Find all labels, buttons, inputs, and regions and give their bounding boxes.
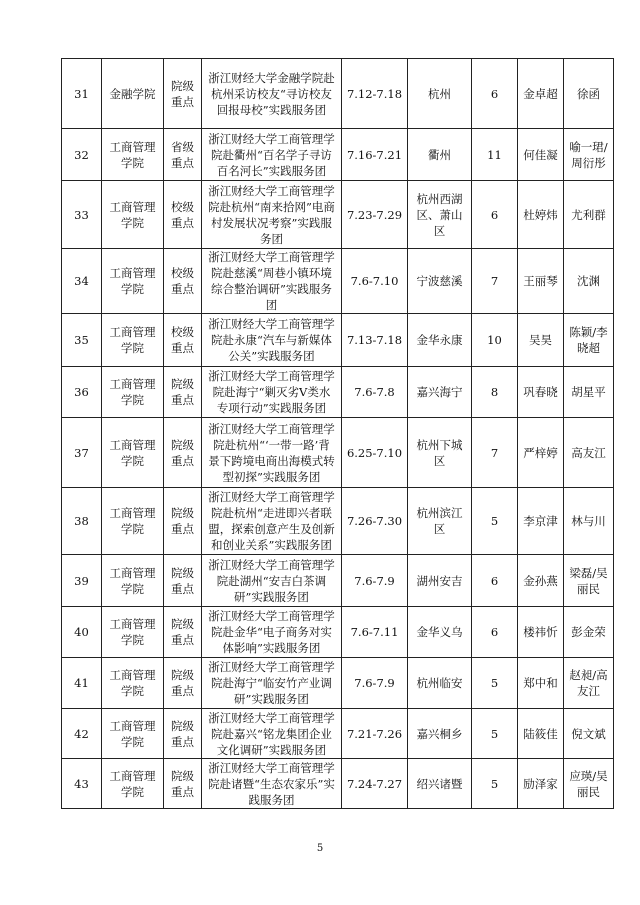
cell-project-name: 浙江财经大学金融学院赴杭州采访校友“寻访校友回报母校”实践服务团 xyxy=(202,59,342,129)
cell-location: 杭州 xyxy=(408,59,472,129)
cell-date-range: 6.25-7.10 xyxy=(342,418,408,488)
table-row xyxy=(62,59,614,129)
table-row xyxy=(62,129,614,181)
cell-location: 杭州滨江区 xyxy=(408,488,472,555)
cell-college: 工商管理学院 xyxy=(102,607,164,658)
cell-leader: 吴昊 xyxy=(518,314,564,367)
cell-leader: 杜婷炜 xyxy=(518,181,564,249)
cell-project-name: 浙江财经大学工商管理学院赴诸暨“生态农家乐”实践服务团 xyxy=(202,759,342,809)
cell-leader: 金孙燕 xyxy=(518,555,564,607)
cell-leader: 巩春晓 xyxy=(518,367,564,418)
cell-project-name: 浙江财经大学工商管理学院赴杭州“南来拾网”电商村发展状况考察”实践服务团 xyxy=(202,181,342,249)
cell-level: 院级重点 xyxy=(164,658,202,709)
cell-level: 院级重点 xyxy=(164,555,202,607)
cell-location: 杭州临安 xyxy=(408,658,472,709)
cell-leader: 王丽琴 xyxy=(518,249,564,314)
table-row xyxy=(62,367,614,418)
cell-leader: 陆筱佳 xyxy=(518,709,564,759)
cell-date-range: 7.23-7.29 xyxy=(342,181,408,249)
cell-level: 院级重点 xyxy=(164,709,202,759)
cell-member-count: 5 xyxy=(472,709,518,759)
cell-college: 工商管理学院 xyxy=(102,759,164,809)
cell-advisor: 彭金荣 xyxy=(564,607,614,658)
cell-college: 工商管理学院 xyxy=(102,249,164,314)
table-row xyxy=(62,759,614,809)
cell-row-number: 36 xyxy=(62,367,102,418)
cell-level: 省级重点 xyxy=(164,129,202,181)
cell-leader: 严梓婷 xyxy=(518,418,564,488)
cell-date-range: 7.6-7.11 xyxy=(342,607,408,658)
table-row xyxy=(62,555,614,607)
cell-row-number: 43 xyxy=(62,759,102,809)
cell-member-count: 5 xyxy=(472,658,518,709)
cell-advisor: 陈颖/李晓超 xyxy=(564,314,614,367)
cell-project-name: 浙江财经大学工商管理学院赴海宁“临安竹产业调研”实践服务团 xyxy=(202,658,342,709)
cell-member-count: 7 xyxy=(472,249,518,314)
cell-date-range: 7.12-7.18 xyxy=(342,59,408,129)
table-row xyxy=(62,249,614,314)
cell-level: 院级重点 xyxy=(164,607,202,658)
cell-row-number: 42 xyxy=(62,709,102,759)
cell-member-count: 6 xyxy=(472,555,518,607)
cell-project-name: 浙江财经大学工商管理学院赴湖州“安吉白茶调研”实践服务团 xyxy=(202,555,342,607)
cell-row-number: 38 xyxy=(62,488,102,555)
cell-level: 校级重点 xyxy=(164,314,202,367)
cell-date-range: 7.26-7.30 xyxy=(342,488,408,555)
cell-row-number: 34 xyxy=(62,249,102,314)
cell-level: 院级重点 xyxy=(164,367,202,418)
cell-level: 校级重点 xyxy=(164,181,202,249)
cell-row-number: 41 xyxy=(62,658,102,709)
cell-college: 工商管理学院 xyxy=(102,314,164,367)
cell-location: 湖州安吉 xyxy=(408,555,472,607)
cell-location: 绍兴诸暨 xyxy=(408,759,472,809)
cell-advisor: 沈渊 xyxy=(564,249,614,314)
cell-member-count: 5 xyxy=(472,488,518,555)
cell-date-range: 7.6-7.9 xyxy=(342,555,408,607)
cell-location: 衢州 xyxy=(408,129,472,181)
table-row xyxy=(62,607,614,658)
cell-member-count: 11 xyxy=(472,129,518,181)
projects-table xyxy=(61,58,614,809)
cell-advisor: 尤利群 xyxy=(564,181,614,249)
cell-date-range: 7.6-7.10 xyxy=(342,249,408,314)
cell-leader: 金卓超 xyxy=(518,59,564,129)
cell-member-count: 6 xyxy=(472,607,518,658)
cell-level: 院级重点 xyxy=(164,488,202,555)
cell-college: 工商管理学院 xyxy=(102,367,164,418)
cell-row-number: 35 xyxy=(62,314,102,367)
cell-advisor: 倪文斌 xyxy=(564,709,614,759)
cell-college: 金融学院 xyxy=(102,59,164,129)
cell-project-name: 浙江财经大学工商管理学院赴杭州“‘一带一路’背景下跨境电商出海模式转型初探”实践服务团 xyxy=(202,418,342,488)
cell-member-count: 5 xyxy=(472,759,518,809)
cell-leader: 楼祎忻 xyxy=(518,607,564,658)
cell-advisor: 林与川 xyxy=(564,488,614,555)
table-row xyxy=(62,181,614,249)
cell-row-number: 37 xyxy=(62,418,102,488)
cell-row-number: 39 xyxy=(62,555,102,607)
cell-project-name: 浙江财经大学工商管理学院赴永康“汽车与新媒体公关”实践服务团 xyxy=(202,314,342,367)
cell-level: 校级重点 xyxy=(164,249,202,314)
cell-college: 工商管理学院 xyxy=(102,555,164,607)
cell-leader: 李京津 xyxy=(518,488,564,555)
cell-date-range: 7.21-7.26 xyxy=(342,709,408,759)
cell-advisor: 应瑛/吴丽民 xyxy=(564,759,614,809)
cell-college: 工商管理学院 xyxy=(102,709,164,759)
page-number: 5 xyxy=(316,843,324,854)
cell-college: 工商管理学院 xyxy=(102,181,164,249)
cell-row-number: 31 xyxy=(62,59,102,129)
cell-level: 院级重点 xyxy=(164,418,202,488)
cell-location: 宁波慈溪 xyxy=(408,249,472,314)
cell-project-name: 浙江财经大学工商管理学院赴海宁“剿灭劣V类水专项行动”实践服务团 xyxy=(202,367,342,418)
cell-advisor: 徐函 xyxy=(564,59,614,129)
cell-advisor: 高友江 xyxy=(564,418,614,488)
cell-row-number: 32 xyxy=(62,129,102,181)
cell-date-range: 7.6-7.8 xyxy=(342,367,408,418)
cell-location: 杭州西湖区、萧山区 xyxy=(408,181,472,249)
cell-member-count: 6 xyxy=(472,181,518,249)
cell-date-range: 7.6-7.9 xyxy=(342,658,408,709)
cell-leader: 郑中和 xyxy=(518,658,564,709)
cell-college: 工商管理学院 xyxy=(102,129,164,181)
cell-location: 金华永康 xyxy=(408,314,472,367)
cell-level: 院级重点 xyxy=(164,759,202,809)
cell-row-number: 40 xyxy=(62,607,102,658)
cell-advisor: 胡星平 xyxy=(564,367,614,418)
cell-college: 工商管理学院 xyxy=(102,488,164,555)
cell-member-count: 8 xyxy=(472,367,518,418)
cell-date-range: 7.13-7.18 xyxy=(342,314,408,367)
cell-level: 院级重点 xyxy=(164,59,202,129)
cell-leader: 励泽家 xyxy=(518,759,564,809)
cell-project-name: 浙江财经大学工商管理学院赴金华“电子商务对实体影响”实践服务团 xyxy=(202,607,342,658)
table-row xyxy=(62,709,614,759)
cell-project-name: 浙江财经大学工商管理学院赴杭州“走进即兴者联盟，探索创意产生及创新和创业关系”实践服务团 xyxy=(202,488,342,555)
cell-project-name: 浙江财经大学工商管理学院赴嘉兴“铭龙集团企业文化调研”实践服务团 xyxy=(202,709,342,759)
cell-member-count: 6 xyxy=(472,59,518,129)
table-row xyxy=(62,658,614,709)
cell-leader: 何佳凝 xyxy=(518,129,564,181)
table-row xyxy=(62,418,614,488)
cell-location: 金华义乌 xyxy=(408,607,472,658)
cell-member-count: 10 xyxy=(472,314,518,367)
cell-location: 杭州下城区 xyxy=(408,418,472,488)
cell-location: 嘉兴桐乡 xyxy=(408,709,472,759)
cell-date-range: 7.16-7.21 xyxy=(342,129,408,181)
cell-row-number: 33 xyxy=(62,181,102,249)
table-row xyxy=(62,488,614,555)
cell-college: 工商管理学院 xyxy=(102,418,164,488)
cell-advisor: 梁磊/吴丽民 xyxy=(564,555,614,607)
cell-project-name: 浙江财经大学工商管理学院赴慈溪“周巷小镇环境综合整治调研”实践服务团 xyxy=(202,249,342,314)
cell-project-name: 浙江财经大学工商管理学院赴衢州“百名学子寻访百名河长”实践服务团 xyxy=(202,129,342,181)
cell-college: 工商管理学院 xyxy=(102,658,164,709)
cell-location: 嘉兴海宁 xyxy=(408,367,472,418)
cell-advisor: 赵昶/高友江 xyxy=(564,658,614,709)
table-row xyxy=(62,314,614,367)
cell-advisor: 喻一珺/周衍彤 xyxy=(564,129,614,181)
cell-member-count: 7 xyxy=(472,418,518,488)
cell-date-range: 7.24-7.27 xyxy=(342,759,408,809)
